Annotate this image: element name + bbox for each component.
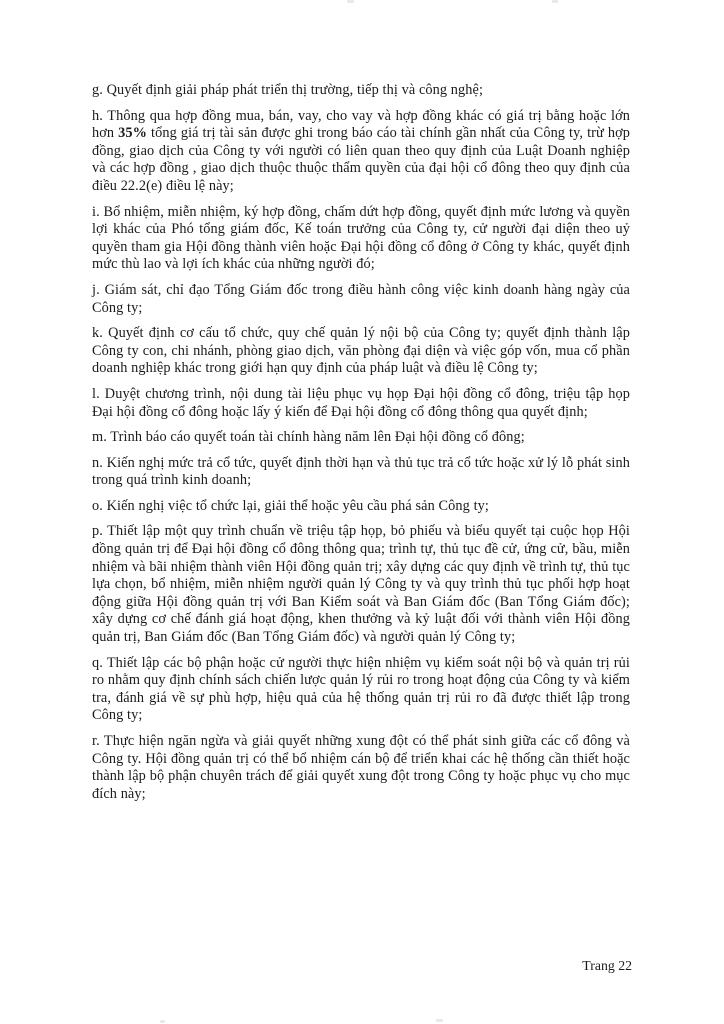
paragraph-h xyxy=(92,108,630,196)
page-number: Trang 22 xyxy=(582,958,632,973)
paragraph-h-text-before: h. Thông qua hợp đồng mua, bán, vay, cho vay và hợp đồng khác có giá trị bằng hoặc lớn hơn xyxy=(92,107,630,142)
paragraph-q: q. Thiết lập các bộ phận hoặc cử người thực hiện nhiệm vụ kiểm soát nội bộ và quản trị rủi ro nhằm quy định chính sách chiến lược quản lý rủi ro trong hoạt động của Công ty và kiểm tra, đánh giá về sự phù hợp, hiệu quả của hệ thống quản trị rủi ro đã được thiết lập trong Công ty; xyxy=(92,654,630,724)
paragraph-p: p. Thiết lập một quy trình chuẩn về triệu tập họp, bỏ phiếu và biểu quyết tại cuộc họp Hội đồng quản trị để Đại hội đồng cổ đông thông qua; trình tự, thủ tục đề cử, ứng cử, bầu, miễn nhiệm và bãi nhiệm thành viên Hội đồng quản trị; xây dựng các quy định về trình tự, thủ tục lựa chọn, bổ nhiệm, miễn nhiệm người quản lý Công ty và quy trình thủ tục phối hợp hoạt động giữa Hội đồng quản trị với Ban Kiểm soát và Ban Giám đốc (Ban Tổng Giám đốc); xây dựng cơ chế đánh giá hoạt động, khen thưởng và kỷ luật đối với thành viên Hội đồng quản trị, Ban Giám đốc (Ban Tổng Giám đốc) và người quản lý Công ty; xyxy=(92,523,630,646)
scan-artifact xyxy=(160,1020,165,1023)
scan-artifact xyxy=(436,1019,443,1022)
paragraph-o: o. Kiến nghị việc tổ chức lại, giải thể hoặc yêu cầu phá sản Công ty; xyxy=(92,497,489,514)
paragraph-n: n. Kiến nghị mức trả cổ tức, quyết định thời hạn và thủ tục trả cổ tức hoặc xử lý lỗ phát sinh trong quá trình kinh doanh; xyxy=(92,454,630,489)
paragraph-i: i. Bổ nhiệm, miễn nhiệm, ký hợp đồng, chấm dứt hợp đồng, quyết định mức lương và quyền lợi khác của Phó tổng giám đốc, Kế toán trưởng của Công ty, cử người đại diện theo uỷ quyền tham gia Hội đồng thành viên hoặc Đại hội đồng cổ đông ở Công ty khác, quyết định mức thù lao và lợi ích khác của những người đó; xyxy=(92,203,630,273)
document-body xyxy=(92,82,630,811)
scan-artifact xyxy=(347,0,354,3)
paragraph-h-text-after: tổng giá trị tài sản được ghi trong báo cáo tài chính gần nhất của Công ty, trừ hợp đồng, giao dịch của Công ty với người có liên quan theo quy định của Luật Doanh nghiệp và các hợp đồng , giao dịch thuộc thuộc thẩm quyền của đại hội cổ đông theo quy định của điều 22.2(e) điều lệ này; xyxy=(92,125,630,194)
paragraph-l: l. Duyệt chương trình, nội dung tài liệu phục vụ họp Đại hội đồng cổ đông, triệu tập họp Đại hội đồng cổ đông hoặc lấy ý kiến để Đại hội đồng cổ đông thông qua quyết định; xyxy=(92,385,630,420)
paragraph-g: g. Quyết định giải pháp phát triển thị trường, tiếp thị và công nghệ; xyxy=(92,82,484,98)
paragraph-r: r. Thực hiện ngăn ngừa và giải quyết những xung đột có thể phát sinh giữa các cổ đông và Công ty. Hội đồng quản trị có thể bổ nhiệm cán bộ để triển khai các hệ thống cần thiết hoặc thành lập bộ phận chuyên trách để giải quyết xung đột trong Công ty hoặc phục vụ cho mục đích này; xyxy=(92,733,630,802)
scan-artifact xyxy=(552,0,558,3)
paragraph-j: j. Giám sát, chỉ đạo Tổng Giám đốc trong điều hành công việc kinh doanh hàng ngày của Công ty; xyxy=(92,281,630,316)
paragraph-m: m. Trình báo cáo quyết toán tài chính hàng năm lên Đại hội đồng cổ đông; xyxy=(92,429,525,446)
paragraph-h-bold-percentage: 35% xyxy=(118,125,148,142)
paragraph-k: k. Quyết định cơ cấu tổ chức, quy chế quản lý nội bộ của Công ty; quyết định thành lập Công ty con, chi nhánh, phòng giao dịch, văn phòng đại diện và việc góp vốn, mua cổ phần doanh nghiệp khác trong giới hạn quy định của pháp luật và điều lệ Công ty; xyxy=(92,325,630,377)
